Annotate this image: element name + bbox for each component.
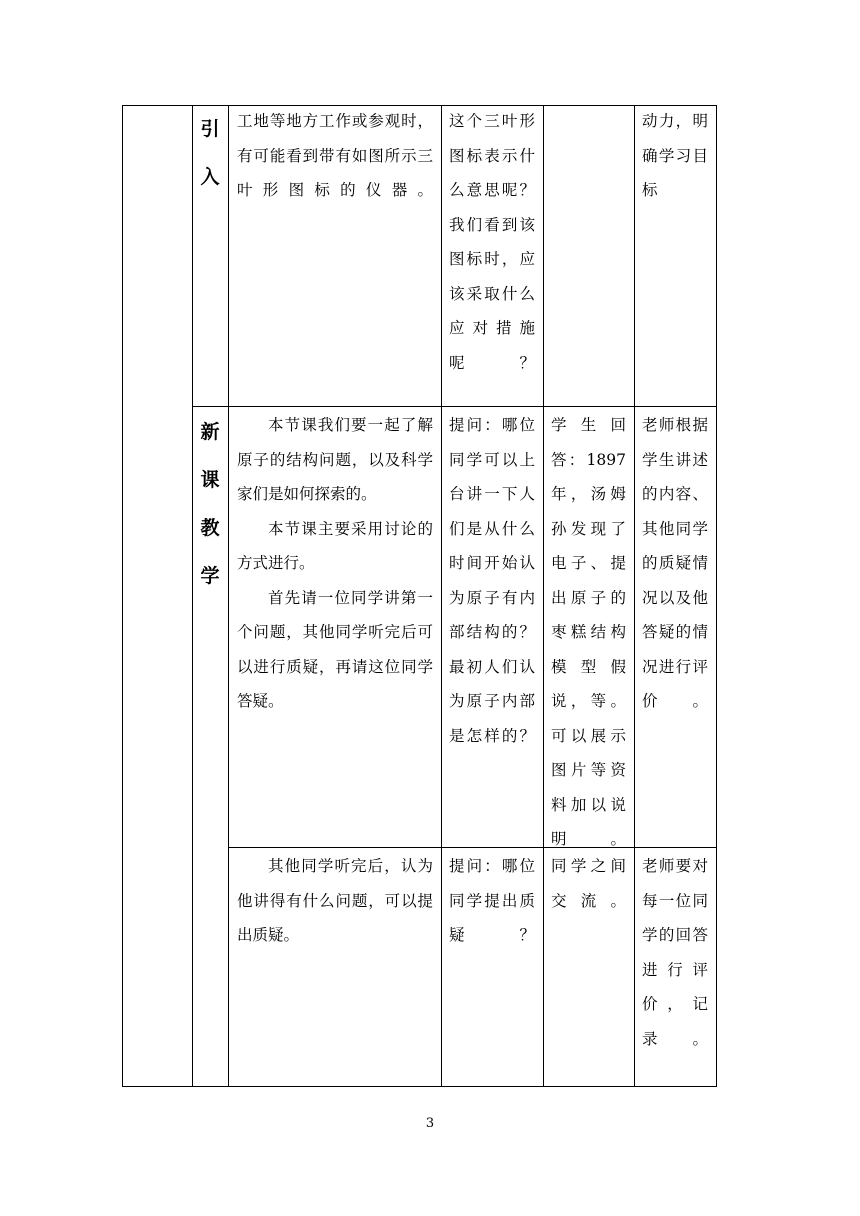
- stage-char: 新: [200, 421, 220, 443]
- stage-label-new-lesson: [192, 408, 228, 600]
- stage-char: 入: [200, 166, 220, 188]
- grid-line: [122, 1086, 717, 1087]
- content-paragraph: 本节课主要采用讨论的方式进行。: [237, 519, 433, 572]
- stage-char: 学: [200, 565, 220, 587]
- stage-char: 教: [200, 517, 220, 539]
- stage-label-intro: [192, 105, 228, 201]
- page-number: 3: [425, 1116, 435, 1131]
- row2-student-cell: 同学之间交流。: [551, 857, 626, 910]
- grid-line: [228, 847, 717, 848]
- row1-student-cell: 学生回答：1897年，汤姆孙发现了电子、提出原子的枣糕结构模型假说，等。可以展示图片等资料加以说明。: [551, 416, 626, 848]
- row1-content-cell: [237, 408, 433, 719]
- grid-line: [441, 105, 442, 1086]
- intro-content-cell: 工地等地方工作或参观时，有可能看到带有如图所示三叶形图标的仪器。: [237, 112, 433, 199]
- stage-char: 引: [200, 118, 220, 140]
- intro-teacher-cell: 这个三叶形图标表示什么意思呢？我们看到该图标时，应该采取什么应对措施呢？: [449, 112, 535, 372]
- row1-intent-cell: 老师根据学生讲述的内容、其他同学的质疑情况以及他答疑的情况进行评价。: [642, 416, 708, 710]
- row2-content-cell: 其他同学听完后，认为他讲得有什么问题，可以提出质疑。: [237, 857, 433, 944]
- grid-line: [634, 105, 635, 1086]
- row2-intent-cell: 老师要对每一位同学的回答进行评价，记录。: [642, 857, 708, 1048]
- content-paragraph: 本节课我们要一起了解原子的结构问题，以及科学家们是如何探索的。: [237, 416, 433, 503]
- content-paragraph: 首先请一位同学讲第一个问题，其他同学听完后可以进行质疑，再请这位同学答疑。: [237, 588, 433, 710]
- intro-intent-cell: 动力，明确学习目标: [642, 112, 708, 199]
- grid-line: [122, 105, 123, 1086]
- row1-teacher-cell: 提问：哪位同学可以上台讲一下人们是从什么时间开始认为原子有内部结构的？最初人们认为原子内部是怎样的？: [449, 416, 535, 745]
- stage-char: 课: [200, 469, 220, 491]
- grid-line: [543, 105, 544, 1086]
- row2-teacher-cell: 提问：哪位同学提出质疑？: [449, 857, 535, 944]
- grid-line: [228, 105, 229, 1086]
- grid-line: [192, 406, 717, 407]
- grid-line: [716, 105, 717, 1086]
